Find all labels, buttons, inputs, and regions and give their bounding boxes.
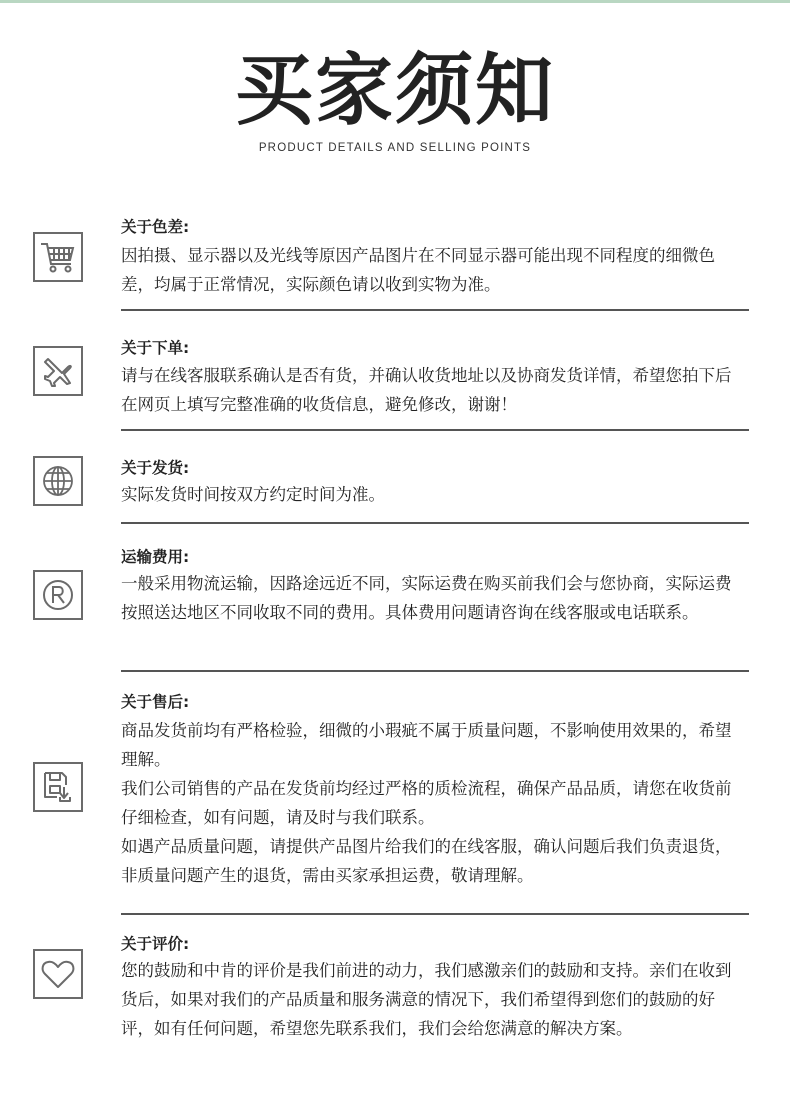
section-heading: 关于色差: <box>121 218 190 236</box>
section-divider <box>121 309 749 311</box>
section-paragraph: 如遇产品质量问题，请提供产品图片给我们的在线客服，确认问题后我们负责退货，非质量问题产生的退货，需由买家承担运费，敬请理解。 <box>121 837 732 885</box>
page-subtitle: PRODUCT DETAILS AND SELLING POINTS <box>258 142 532 154</box>
section-heading: 关于发货: <box>121 459 190 477</box>
section-paragraph: 商品发货前均有严格检验，细微的小瑕疵不属于质量问题，不影响使用效果的，希望理解。 <box>121 721 732 769</box>
registered-icon <box>33 570 83 620</box>
section-paragraph: 我们公司销售的产品在发货前均经过严格的质检流程，确保产品品质，请您在收货前仔细检查，如有问题，请及时与我们联系。 <box>121 779 732 827</box>
save-download-icon <box>33 762 83 812</box>
section-divider <box>121 670 749 672</box>
section-paragraph: 您的鼓励和中肯的评价是我们前进的动力，我们感激亲们的鼓励和支持。亲们在收到货后，如果对我们的产品质量和服务满意的情况下，我们希望得到您们的鼓励的好评，如有任何问题，希望您先联系我们，我们会给您满意的解决方案。 <box>121 961 732 1038</box>
section-paragraph: 请与在线客服联系确认是否有货，并确认收货地址以及协商发货详情，希望您拍下后在网页上填写完整准确的收货信息，避免修改，谢谢！ <box>121 366 732 414</box>
section-heading: 运输费用: <box>121 548 190 566</box>
top-accent-rule <box>0 0 790 3</box>
section-body <box>121 480 733 509</box>
section-heading: 关于售后: <box>121 693 190 711</box>
heart-icon <box>33 949 83 999</box>
section-paragraph: 实际发货时间按双方约定时间为准。 <box>121 485 385 504</box>
section-body <box>121 956 733 1043</box>
airplane-icon <box>33 346 83 396</box>
section-paragraph: 因拍摄、显示器以及光线等原因产品图片在不同显示器可能出现不同程度的细微色差，均属于正常情况，实际颜色请以收到实物为准。 <box>121 246 715 294</box>
section-divider <box>121 429 749 431</box>
section-heading: 关于评价: <box>121 935 190 953</box>
globe-icon <box>33 456 83 506</box>
section-body <box>121 241 733 299</box>
shopping-cart-icon <box>33 232 83 282</box>
section-divider <box>121 522 749 524</box>
page-title: 买家须知 <box>234 46 555 136</box>
section-heading: 关于下单: <box>121 339 190 357</box>
section-body <box>121 361 733 419</box>
section-body <box>121 716 733 890</box>
section-paragraph: 一般采用物流运输，因路途远近不同，实际运费在购买前我们会与您协商，实际运费按照送达地区不同收取不同的费用。具体费用问题请咨询在线客服或电话联系。 <box>121 574 732 622</box>
section-body <box>121 569 733 627</box>
section-divider <box>121 913 749 915</box>
